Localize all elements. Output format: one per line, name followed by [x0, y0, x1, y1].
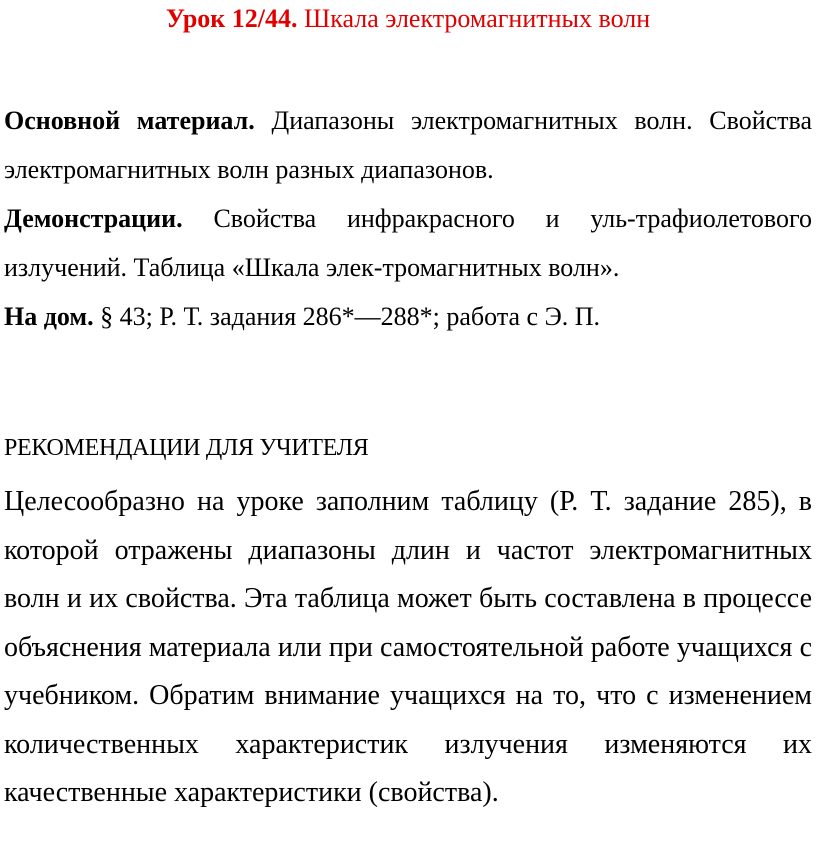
recommendations-heading: РЕКОМЕНДАЦИИ ДЛЯ УЧИТЕЛЯ	[4, 435, 369, 461]
main-material-text: Диапазоны электромагнитных волн. Свойства электромагнитных волн разных диапазонов.	[4, 106, 813, 184]
homework-paragraph	[4, 292, 812, 341]
main-material-label: Основной материал.	[4, 106, 255, 135]
lesson-title	[0, 4, 816, 34]
demonstrations-label: Демонстрации.	[4, 204, 183, 233]
lesson-topic: Шкала электромагнитных волн	[304, 4, 651, 33]
demonstrations-paragraph	[4, 194, 812, 292]
recommendations-paragraph: Целесообразно на уроке заполним таблицу (Р. Т. задание 285), в которой отражены диапазоны длин и частот электромагнитных волн и их свойства. Эта таблица может быть составлена в процессе объяснения материала или при самостоятельной работе учащихся с учебником. Обратим внимание учащихся на то, что с изменением количественных характеристик излучения изменяются их качественные характеристики (свойства).	[4, 486, 812, 808]
lesson-info	[4, 96, 812, 341]
demonstrations-text: Свойства инфракрасного и уль-трафиолетового излучений. Таблица «Шкала элек-тромагнитных волн».	[4, 204, 812, 282]
lesson-number: Урок 12/44.	[165, 4, 298, 33]
homework-text: § 43; Р. Т. задания 286*—288*; работа с Э. П.	[100, 302, 601, 331]
recommendations-body	[4, 478, 812, 818]
main-material-paragraph	[4, 96, 812, 194]
homework-label: На дом.	[4, 302, 94, 331]
